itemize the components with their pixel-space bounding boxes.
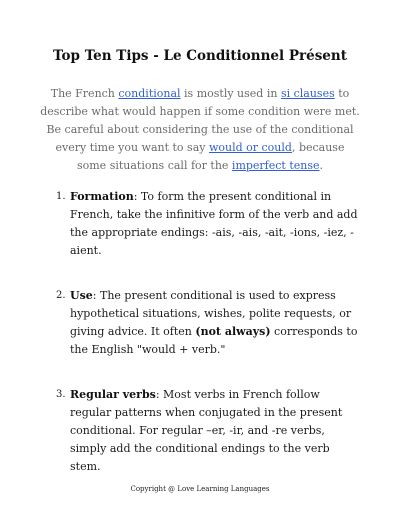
intro-text-3: to describe what would happen if some condition were met. Be careful about considering the use of the conditional every time you want to say	[40, 87, 360, 154]
tip-regular-verbs	[50, 386, 360, 476]
si-clauses-link[interactable]: si clauses	[280, 87, 335, 100]
tip-text: : The present conditional is used to express hypothetical situations, wishes, polite requests, or giving advice. It often	[70, 289, 352, 338]
intro-paragraph	[40, 85, 360, 175]
tip-formation	[50, 188, 360, 260]
intro-text-5: .	[319, 159, 324, 172]
intro-text-1: The French	[50, 87, 119, 100]
tip-use	[50, 287, 360, 359]
tip-number: 3.	[56, 389, 66, 400]
tip-heading: Formation	[70, 190, 134, 203]
page-title: Top Ten Tips - Le Conditionnel Présent	[53, 48, 347, 64]
intro-text-2: is mostly used in	[180, 87, 281, 100]
tip-number: 2.	[56, 290, 66, 301]
would-or-could-link[interactable]: would or could	[208, 141, 292, 154]
tip-heading: Use	[70, 289, 93, 302]
tip-heading: Regular verbs	[70, 388, 156, 401]
tip-text: corresponds to the English "would + verb."	[70, 325, 358, 356]
copyright-footer: Copyright @ Love Learning Languages	[130, 485, 270, 493]
intro-text-4: , because some situations call for the	[76, 141, 345, 172]
tip-number: 1.	[56, 191, 66, 202]
tip-emphasis: (not always)	[195, 325, 271, 338]
conditional-link[interactable]: conditional	[118, 87, 181, 100]
imperfect-tense-link[interactable]: imperfect tense	[231, 159, 320, 172]
tips-list	[50, 188, 360, 503]
tip-text: : To form the present conditional in French, take the infinitive form of the verb and add the appropriate endings: -ais, -ais, -ait, -ions, -iez, -aient.	[70, 190, 358, 257]
tip-text: : Most verbs in French follow regular patterns when conjugated in the present conditional. For regular –er, -ir, and -re verbs, simply add the conditional endings to the verb stem.	[70, 388, 343, 473]
